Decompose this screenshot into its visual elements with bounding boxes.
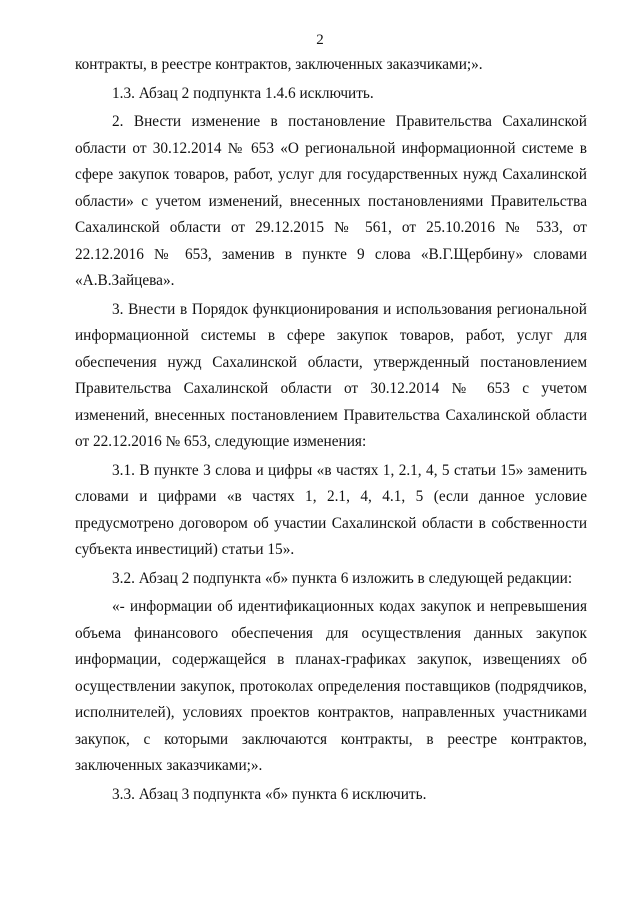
- text-line: предусмотрено договором об участии Сахалинской области в собственности: [75, 514, 587, 532]
- text-line: обеспечения нужд Сахалинской области, утвержденный постановлением: [75, 353, 587, 371]
- text-line: Правительства Сахалинской области от 30.12.2014 № 653 с учетом: [75, 380, 587, 397]
- text-line: 22.12.2016 № 653, заменив в пункте 9 слова «В.Г.Щербину» словами: [75, 245, 587, 263]
- text-line: 3.3. Абзац 3 подпункта «б» пункта 6 исключить.: [112, 785, 427, 803]
- paragraph-continuation: [75, 52, 587, 79]
- text-line: «А.В.Зайцева».: [75, 272, 175, 289]
- text-line: изменений, внесенных постановлением Правительства Сахалинской области: [75, 406, 587, 424]
- text-line: исполнителей), условиях проектов контрактов, направленных участниками: [75, 704, 587, 721]
- paragraph-1-3: [75, 81, 587, 108]
- paragraph-2: [75, 109, 587, 295]
- text-line: 3.1. В пункте 3 слова и цифры «в частях 1, 2.1, 4, 5 статьи 15» заменить: [112, 461, 587, 479]
- text-line: закупок, с которыми заключаются контракты, в реестре контрактов,: [75, 730, 587, 748]
- text-line: информационной системы в сфере закупок товаров, работ, услуг для: [75, 327, 587, 344]
- paragraph-3-3: [75, 782, 587, 809]
- text-line: области» с учетом изменений, внесенных постановлениями Правительства: [75, 192, 587, 210]
- text-line: 1.3. Абзац 2 подпункта 1.4.6 исключить.: [112, 84, 374, 102]
- document-body: [75, 52, 587, 808]
- text-line: области от 30.12.2014 № 653 «О региональной информационной системе в: [75, 139, 587, 157]
- text-line: осуществлении закупок, протоколах определения поставщиков (подрядчиков,: [75, 677, 587, 695]
- text-line: объема финансового обеспечения для осуществления данных закупок: [75, 624, 587, 642]
- text-line: «- информации об идентификационных кодах закупок и непревышения: [112, 598, 587, 615]
- text-line: 2. Внести изменение в постановление Правительства Сахалинской: [112, 113, 587, 130]
- text-line: информации, содержащейся в планах-графиках закупок, извещениях об: [75, 651, 587, 668]
- paragraph-3-2-quote: [75, 594, 587, 780]
- text-line: 3.2. Абзац 2 подпункта «б» пункта 6 изложить в следующей редакции:: [112, 569, 573, 587]
- paragraph-3-2: [75, 566, 587, 593]
- paragraph-3-1: [75, 458, 587, 564]
- text-line: контракты, в реестре контрактов, заключенных заказчиками;».: [75, 56, 483, 73]
- paragraph-3: [75, 297, 587, 456]
- text-line: от 22.12.2016 № 653, следующие изменения:: [75, 433, 367, 450]
- page-number: 2: [316, 32, 324, 48]
- text-line: сфере закупок товаров, работ, услуг для государственных нужд Сахалинской: [75, 166, 587, 183]
- text-line: заключенных заказчиками;».: [75, 757, 263, 774]
- text-line: 3. Внести в Порядок функционирования и использования региональной: [112, 300, 587, 318]
- text-line: словами и цифрами «в частях 1, 2.1, 4, 4.1, 5 (если данное условие: [75, 488, 587, 505]
- text-line: Сахалинской области от 29.12.2015 № 561, от 25.10.2016 № 533, от: [75, 219, 587, 236]
- text-line: субъекта инвестиций) статьи 15».: [75, 541, 295, 558]
